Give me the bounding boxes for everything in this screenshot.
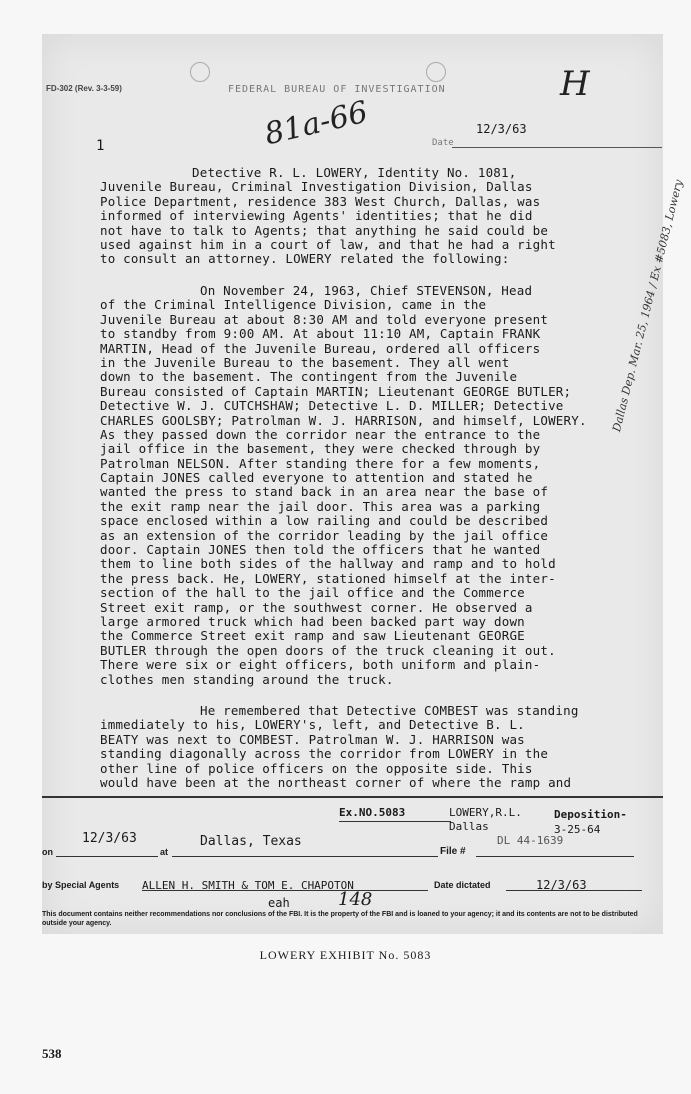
deposition-date: 3-25-64 (554, 823, 601, 836)
dictated-value: 12/3/63 (536, 878, 587, 892)
on-label: on (42, 847, 53, 857)
text-line: of the Criminal Intelligence Division, came in the (100, 297, 487, 313)
text-line: He remembered that Detective COMBEST was standing (200, 703, 579, 718)
fbi-notice: This document contains neither recommendations nor conclusions of the FBI. It is the property of the FBI and is loaned to your agency; it and its contents are not to be distributed outside your agency. (42, 911, 638, 927)
file-underline (476, 856, 634, 857)
text-line: the press back. He, LOWERY, stationed himself at the inter- (100, 570, 556, 586)
text-line: Street exit ramp, or the southwest corner. He observed a (100, 599, 533, 615)
page-number: 538 (42, 1046, 62, 1061)
text-line: to consult an attorney. LOWERY related the following: (100, 251, 510, 267)
text-line: MARTIN, Head of the Juvenile Bureau, ordered all officers (100, 340, 541, 356)
text-line: the Commerce Street exit ramp and saw Lieutenant GEORGE (100, 628, 525, 644)
handwritten-number: 81a-66 (261, 94, 371, 153)
text-line: standing diagonally across the corridor from LOWERY in the (100, 746, 549, 762)
agents-underline (142, 890, 428, 891)
footer-separator (42, 796, 663, 798)
at-value: Dallas, Texas (200, 834, 302, 849)
text-line: Patrolman NELSON. After standing there for a few moments, (100, 455, 541, 471)
file-label: File # (440, 846, 466, 857)
text-line: There were six or eight officers, both uniform and plain- (100, 657, 541, 673)
text-line: jail office in the basement, they were checked through by (100, 441, 541, 457)
text-line: BUTLER through the open doors of the truck cleaning it out. (100, 642, 556, 658)
punch-hole-icon (190, 62, 210, 82)
date-label: Date (432, 138, 454, 148)
text-line: Juvenile Bureau, Criminal Investigation Division, Dallas (100, 179, 533, 195)
text-line: section of the hall to the jail office and the Commerce (100, 585, 525, 601)
handwritten-letter: H (560, 64, 590, 104)
fbi-document (42, 34, 686, 934)
paragraph-2 (100, 284, 587, 687)
exhibit-name: LOWERY,R.L. (449, 806, 522, 819)
text-line: On November 24, 1963, Chief STEVENSON, Head (200, 283, 533, 298)
exhibit-caption: LOWERY EXHIBIT No. 5083 (259, 948, 432, 962)
text-line: as an extension of the corridor leading by the jail office (100, 527, 549, 543)
punch-hole-icon (426, 62, 446, 82)
agents-value: ALLEN H. SMITH & TOM E. CHAPOTON (142, 879, 354, 892)
text-line: clothes men standing around the truck. (100, 671, 394, 687)
page-number-top: 1 (96, 138, 105, 154)
text-line: As they passed down the corridor near the entrance to the (100, 426, 541, 442)
text-line: down to the basement. The contingent from the Juvenile (100, 369, 518, 385)
handwritten-148: 148 (338, 889, 373, 910)
agency-header: FEDERAL BUREAU OF INVESTIGATION (228, 84, 446, 95)
dictated-underline (506, 890, 642, 891)
text-line: large armored truck which had been backed part way down (100, 613, 525, 629)
text-line: informed of interviewing Agents' identities; that he did (100, 208, 533, 224)
text-line: in the Juvenile Bureau to the basement. They all went (100, 354, 510, 370)
text-line: not have to talk to Agents; that anything he said could be (100, 222, 549, 238)
date-value: 12/3/63 (476, 122, 527, 136)
text-line: BEATY was next to COMBEST. Patrolman W. J. HARRISON was (100, 731, 525, 747)
text-line: immediately to his, LOWERY's, left, and Detective B. L. (100, 717, 525, 733)
on-value: 12/3/63 (82, 831, 137, 846)
margin-note: Dallas Dep. Mar. 25, 1964 / Ex #5083, Lowery (610, 178, 686, 434)
text-line: Detective W. J. CUTCHSHAW; Detective L. D. MILLER; Detective (100, 398, 564, 414)
exhibit-city: Dallas (449, 820, 489, 833)
text-line: door. Captain JONES then told the officers that he wanted (100, 542, 541, 558)
paragraph-3 (100, 704, 579, 790)
text-line: would have been at the northeast corner of where the ramp and (100, 774, 572, 790)
text-line: Juvenile Bureau at about 8:30 AM and told everyone present (100, 311, 549, 327)
paragraph-1 (100, 166, 556, 267)
text-line: used against him in a court of law, and that he had a right (100, 236, 556, 252)
text-line: them to line both sides of the hallway and ramp and to hold (100, 556, 556, 572)
text-line: wanted the press to stand back in an area near the base of (100, 484, 549, 500)
exhibit-underline (339, 821, 451, 822)
exhibit-number: Ex.NO.5083 (339, 806, 406, 819)
text-line: Captain JONES called everyone to attention and stated he (100, 470, 533, 486)
text-line: other line of police officers on the opposite side. This (100, 760, 533, 776)
date-underline (452, 147, 662, 148)
text-line: Detective R. L. LOWERY, Identity No. 1081, (192, 165, 517, 180)
text-line: space enclosed within a low railing and could be described (100, 513, 549, 529)
text-line: CHARLES GOOLSBY; Patrolman W. J. HARRISON, and himself, LOWERY. (100, 412, 587, 428)
text-line: Bureau consisted of Captain MARTIN; Lieutenant GEORGE BUTLER; (100, 383, 572, 399)
deposition-label: Deposition- (554, 808, 627, 821)
typist-initials: eah (268, 896, 290, 910)
text-line: Police Department, residence 383 West Church, Dallas, was (100, 193, 541, 209)
at-label: at (160, 847, 169, 857)
at-underline (172, 856, 438, 857)
file-value: DL 44-1639 (497, 834, 564, 847)
on-underline (56, 856, 158, 857)
text-line: to standby from 9:00 AM. At about 11:10 AM, Captain FRANK (100, 326, 541, 342)
agents-label: by Special Agents (42, 880, 120, 890)
dictated-label: Date dictated (434, 880, 491, 890)
text-line: the exit ramp near the jail door. This area was a parking (100, 498, 541, 514)
form-number: FD-302 (Rev. 3-3-59) (46, 84, 122, 93)
